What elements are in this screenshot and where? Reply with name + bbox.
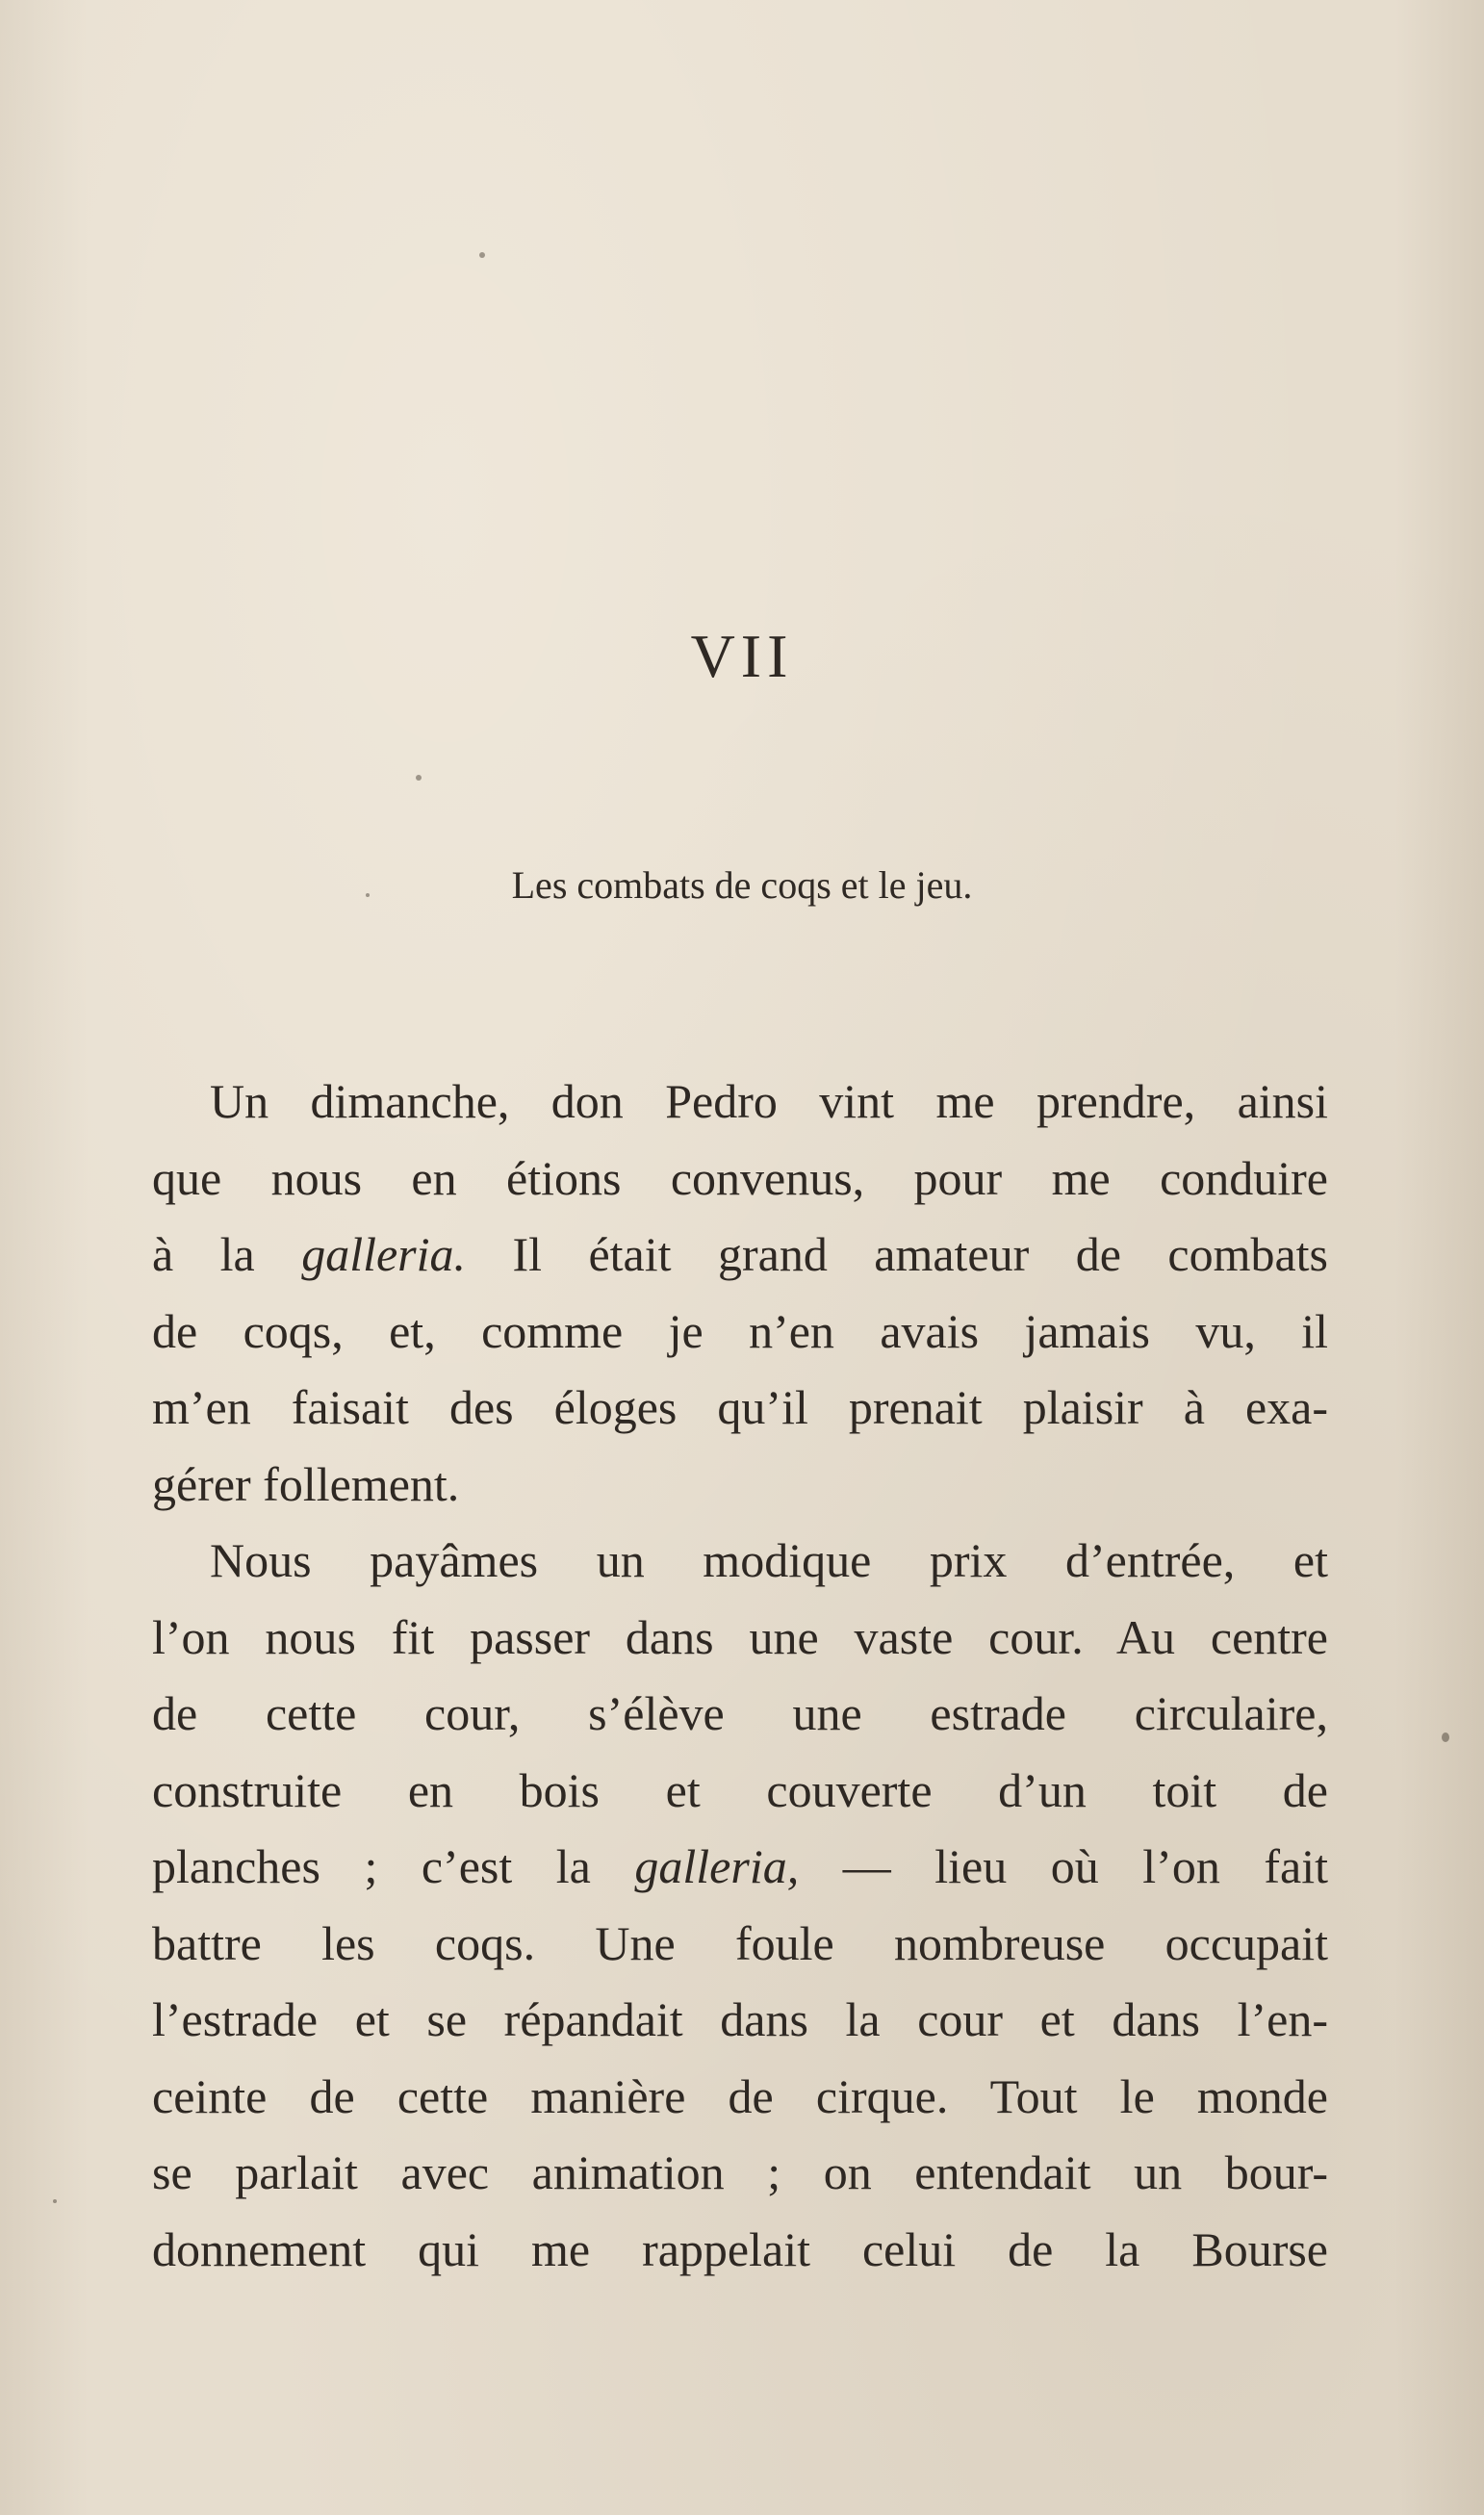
paragraph-1 [152,1064,1328,1523]
paper-speck [479,252,485,258]
text-line: Nous payâmes un modique prix d’entrée, et [210,1533,1328,1587]
text-line: de coqs, et, comme je n’en avais jamais vu, il [152,1303,1328,1358]
italic-term: galleria. [301,1227,467,1281]
paper-speck [416,775,422,781]
text-line: m’en faisait des éloges qu’il prenait plaisir à exa- [152,1380,1328,1434]
text-line: planches ; c’est la galleria, — lieu où l’on fait [152,1839,1328,1893]
text-line: l’estrade et se répandait dans la cour et dans l’en- [152,1992,1328,2046]
text-line: Un dimanche, don Pedro vint me prendre, ainsi [210,1074,1328,1128]
text-line: battre les coqs. Une foule nombreuse occupait [152,1915,1328,1970]
text-line: l’on nous fit passer dans une vaste cour. Au centre [152,1609,1328,1664]
chapter-number: VII [690,622,794,690]
chapter-title: Les combats de coqs et le jeu. [511,863,973,907]
text-line: de cette cour, s’élève une estrade circulaire, [152,1686,1328,1740]
paper-speck [366,893,370,897]
text-line: construite en bois et couverte d’un toit de [152,1762,1328,1817]
paper-speck [53,2199,57,2203]
text-line: que nous en étions convenus, pour me conduire [152,1150,1328,1205]
text-line: se parlait avec animation ; on entendait un bour- [152,2145,1328,2199]
text-line: ceinte de cette manière de cirque. Tout le monde [152,2068,1328,2123]
text-line: gérer follement. [152,1456,460,1511]
paragraph-2 [152,1523,1328,2288]
paper-speck [1442,1732,1449,1742]
text-line: à la galleria. Il était grand amateur de combats [152,1227,1328,1281]
italic-term: galleria, [634,1839,800,1893]
text-line: donnement qui me rappelait celui de la Bourse [152,2221,1328,2276]
body-text [152,1064,1328,2288]
